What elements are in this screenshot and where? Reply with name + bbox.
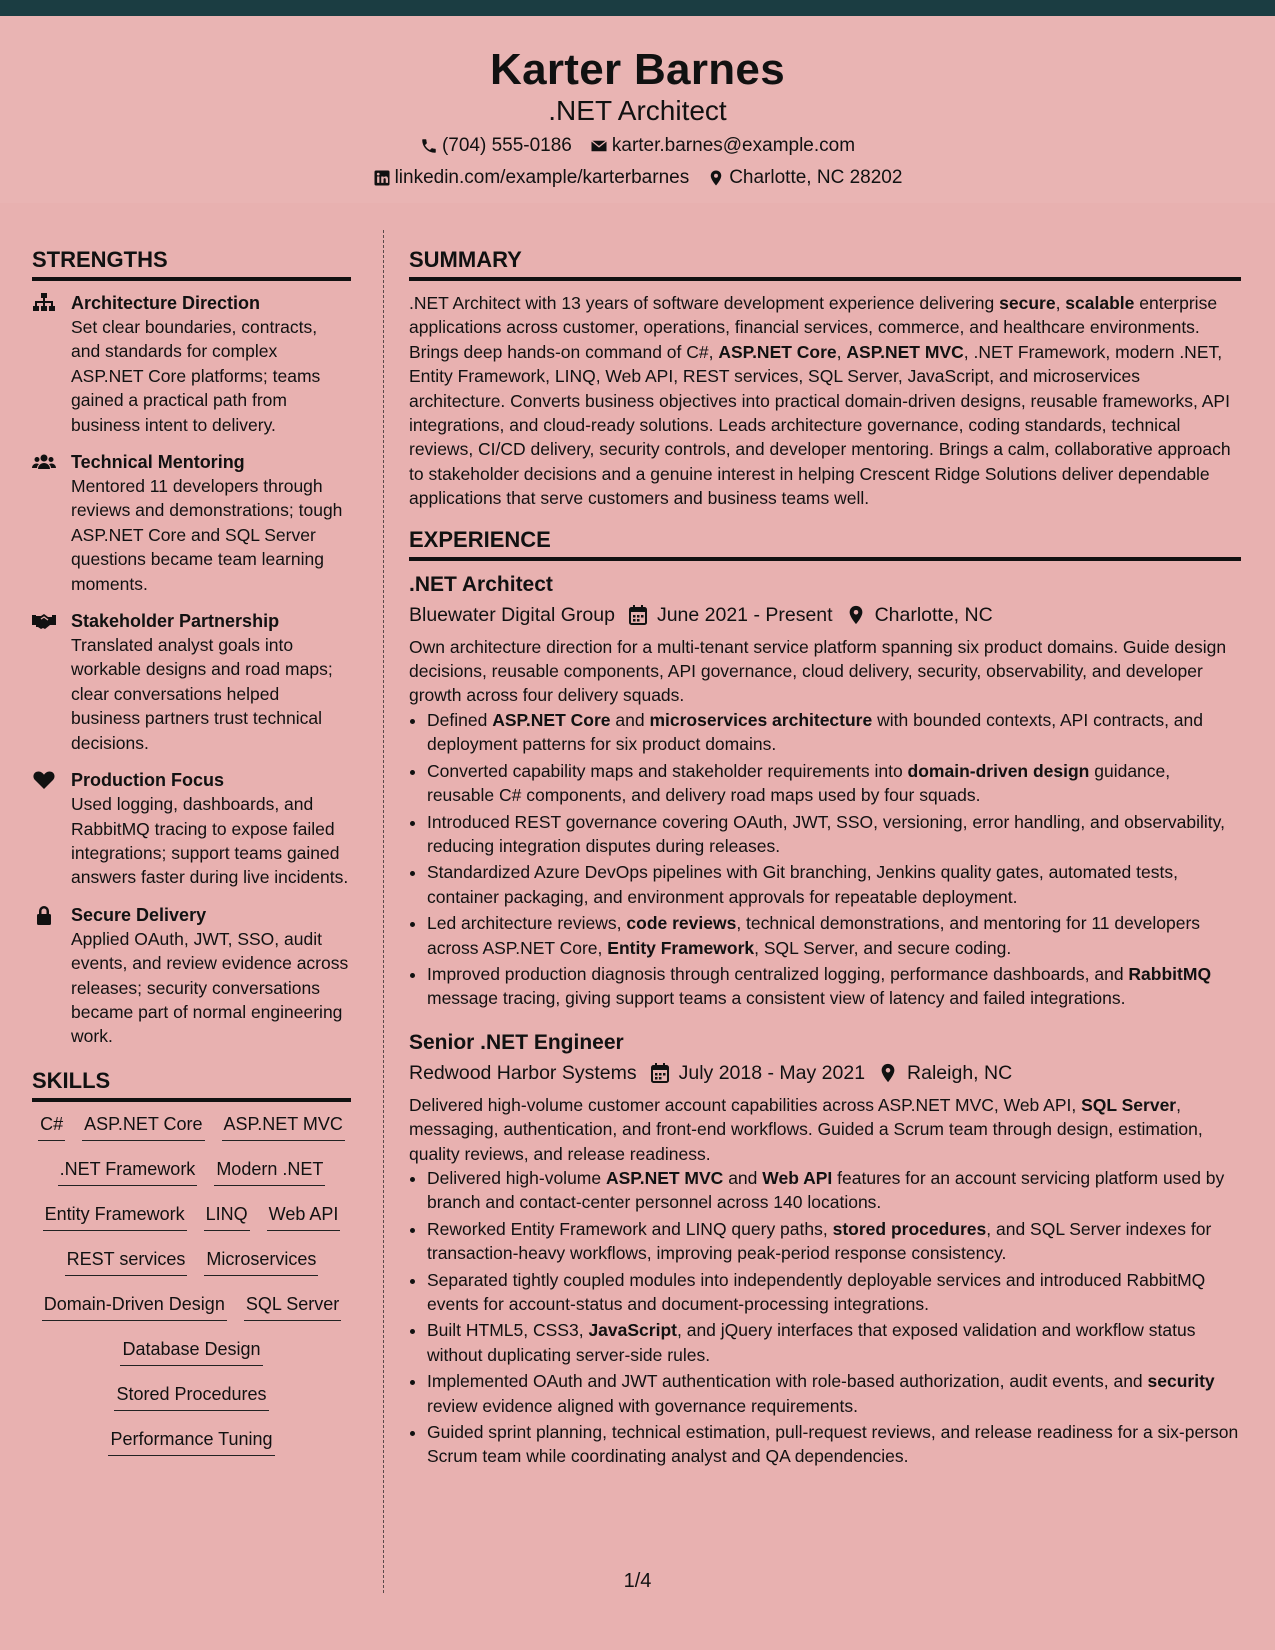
job-title: .NET Architect: [409, 572, 553, 596]
resume-header: [0, 16, 1275, 203]
linkedin-icon: [373, 169, 391, 187]
job-bullet: • Standardized Azure DevOps pipelines with Git branching, Jenkins quality gates, automated tests, container packaging, and environment approvals for repeatable deployment.: [427, 860, 1241, 909]
job-bullet: • Implemented OAuth and JWT authentication with role-based authorization, audit events, and security review evidence aligned with governance requirements.: [427, 1369, 1241, 1418]
emphasis-text: ASP.NET MVC: [605, 1167, 724, 1188]
skills-heading: SKILLS: [32, 1066, 351, 1102]
job-bullet: • Delivered high-volume ASP.NET MVC and Web API features for an account servicing platform used by branch and contact-center personnel across 140 locations.: [427, 1166, 1241, 1215]
strength-description: Applied OAuth, JWT, SSO, audit events, and review evidence across releases; security conversations became part of normal engineering work.: [71, 928, 349, 1047]
summary-text: .NET Architect with 13 years of software development experience delivering secure, scalable enterprise applications across customer, operations, financial services, commerce, and healthcare environments. Brings deep hands-on command of C#, ASP.NET Core, ASP.NET MVC, .NET Framework, modern .NET, Entity Framework, LINQ, Web API, REST services, SQL Server, JavaScript, and microservices architecture. Converts business objectives into practical domain-driven designs, reusable frameworks, API integrations, and cloud-ready solutions. Leads architecture governance, coding standards, technical reviews, CI/CD delivery, security controls, and developer mentoring. Brings a calm, collaborative approach to stakeholder decisions and a genuine interest in helping Crescent Ridge Solutions deliver dependable applications that serve customers and business teams well.: [409, 293, 1231, 509]
job-bullet: • Defined ASP.NET Core and microservices architecture with bounded contexts, API contracts, and deployment patterns for six product domains.: [427, 708, 1241, 757]
page-number: 1/4: [623, 1570, 652, 1592]
skill-tag: LINQ: [204, 1202, 250, 1231]
skills-row: [32, 1157, 351, 1202]
location-text: Charlotte, NC 28202: [729, 167, 903, 188]
email-text[interactable]: karter.barnes@example.com: [611, 135, 856, 156]
strength-item: [32, 291, 351, 437]
left-column: [32, 245, 351, 1472]
skill-tag: .NET Framework: [58, 1157, 198, 1186]
map-pin-icon: [847, 605, 865, 625]
job-company: Bluewater Digital Group: [409, 603, 615, 626]
skill-tag: Database Design: [120, 1337, 262, 1366]
emphasis-text: Web API: [762, 1167, 833, 1188]
job-meta: [409, 1059, 1241, 1087]
skill-tag: ASP.NET MVC: [222, 1112, 345, 1141]
candidate-title: .NET Architect: [548, 95, 727, 126]
emphasis-text: ASP.NET MVC: [846, 341, 964, 362]
skills-row: [32, 1337, 351, 1382]
calendar-icon: [629, 605, 647, 625]
job-dates-text: June 2021 - Present: [656, 603, 833, 626]
experience-heading: EXPERIENCE: [409, 525, 1241, 561]
skill-tag: Web API: [267, 1202, 341, 1231]
sitemap-icon: [32, 293, 56, 313]
job-title: Senior .NET Engineer: [409, 1030, 624, 1054]
emphasis-text: JavaScript: [588, 1320, 677, 1341]
job-meta: [409, 601, 1241, 629]
job-bullet: • Reworked Entity Framework and LINQ query paths, stored procedures, and SQL Server indexes for transaction-heavy workflows, improving peak-period response consistency.: [427, 1217, 1241, 1266]
skills-row: [32, 1247, 351, 1292]
map-pin-icon: [707, 169, 725, 187]
job-location-text: Raleigh, NC: [907, 1061, 1013, 1084]
envelope-icon: [590, 137, 608, 155]
lock-icon: [32, 905, 56, 925]
strength-description: Mentored 11 developers through reviews and demonstrations; tough ASP.NET Core and SQL Server questions became team learning moments.: [71, 476, 343, 594]
job-bullets: [409, 1166, 1241, 1469]
contact-row-1: [0, 134, 1275, 158]
location-contact: [707, 166, 902, 190]
emphasis-text: stored procedures: [832, 1218, 987, 1239]
job-dates: [651, 1059, 865, 1087]
job-bullet: • Introduced REST governance covering OAuth, JWT, SSO, versioning, error handling, and observability, reducing integration disputes during releases.: [427, 810, 1241, 859]
job-bullet: • Built HTML5, CSS3, JavaScript, and jQuery interfaces that exposed validation and workflow status without duplicating server-side rules.: [427, 1318, 1241, 1367]
emphasis-text: code reviews: [626, 913, 737, 934]
job-company: Redwood Harbor Systems: [409, 1061, 637, 1084]
job-entry: [409, 571, 1241, 1011]
emphasis-text: security: [1147, 1371, 1215, 1392]
skill-tag: Entity Framework: [43, 1202, 187, 1231]
job-bullet: • Improved production diagnosis through centralized logging, performance dashboards, and RabbitMQ message tracing, giving support teams a consistent view of latency and failed integrations.: [427, 962, 1241, 1011]
emphasis-text: Entity Framework: [607, 937, 755, 958]
strength-title: Secure Delivery: [71, 904, 207, 925]
strengths-heading: STRENGTHS: [32, 245, 351, 281]
linkedin-contact[interactable]: [373, 166, 690, 190]
strength-item: [32, 903, 351, 1049]
strength-description: Set clear boundaries, contracts, and standards for complex ASP.NET Core platforms; teams gained a practical path from business intent to delivery.: [71, 317, 321, 435]
skill-tag: SQL Server: [244, 1292, 341, 1321]
skills-row: [32, 1202, 351, 1247]
strength-title: Production Focus: [71, 770, 224, 791]
handshake-icon: [32, 611, 56, 631]
calendar-icon: [651, 1063, 669, 1083]
skill-tag: ASP.NET Core: [82, 1112, 204, 1141]
users-icon: [32, 452, 56, 472]
strength-item: [32, 609, 351, 755]
job-bullet: • Led architecture reviews, code reviews, technical demonstrations, and mentoring for 11 developers across ASP.NET Core, Entity Framework, SQL Server, and secure coding.: [427, 911, 1241, 960]
emphasis-text: ASP.NET Core: [492, 709, 611, 730]
emphasis-text: secure: [999, 293, 1056, 313]
skills-row: [32, 1382, 351, 1427]
job-dates: [629, 601, 833, 629]
skills-list: [32, 1112, 351, 1472]
skill-tag: C#: [38, 1112, 65, 1141]
emphasis-text: scalable: [1065, 293, 1135, 313]
skills-row: [32, 1112, 351, 1157]
job-bullets: [409, 708, 1241, 1011]
experience-list: [409, 571, 1241, 1469]
job-description: Delivered high-volume customer account capabilities across ASP.NET MVC, Web API, SQL Server, messaging, authentication, and front-end workflows. Guided a Scrum team through design, estimation, quality reviews, and release readiness.: [409, 1094, 1203, 1164]
candidate-name: Karter Barnes: [490, 45, 785, 94]
phone-icon: [420, 137, 438, 155]
strength-description: Used logging, dashboards, and RabbitMQ tracing to expose failed integrations; support teams gained answers faster during live incidents.: [71, 794, 349, 888]
strength-title: Stakeholder Partnership: [71, 611, 280, 632]
skills-row: [32, 1427, 351, 1472]
summary-heading: SUMMARY: [409, 245, 1241, 281]
skill-tag: Domain-Driven Design: [42, 1292, 227, 1321]
job-location-text: Charlotte, NC: [874, 603, 993, 626]
job-entry: [409, 1029, 1241, 1469]
job-bullet: • Converted capability maps and stakeholder requirements into domain-driven design guidance, reusable C# components, and delivery road maps used by four squads.: [427, 759, 1241, 808]
skill-tag: Performance Tuning: [108, 1427, 274, 1456]
right-column: [409, 245, 1241, 1487]
top-accent-bar: [0, 0, 1275, 16]
phone-text: (704) 555-0186: [441, 135, 572, 156]
emphasis-text: microservices architecture: [649, 709, 873, 730]
phone-contact: [420, 134, 572, 158]
job-dates-text: July 2018 - May 2021: [678, 1061, 866, 1084]
emphasis-text: domain-driven design: [907, 760, 1090, 781]
map-pin-icon: [879, 1063, 897, 1083]
job-location: [879, 1059, 1012, 1087]
skill-tag: REST services: [65, 1247, 188, 1276]
job-bullet: • Separated tightly coupled modules into independently deployable services and introduced RabbitMQ events for account-status and document-processing integrations.: [427, 1268, 1241, 1317]
skill-tag: Microservices: [204, 1247, 318, 1276]
emphasis-text: SQL Server: [1081, 1094, 1177, 1115]
strength-item: [32, 450, 351, 596]
strength-title: Technical Mentoring: [71, 452, 245, 473]
job-bullet: • Guided sprint planning, technical estimation, pull-request reviews, and release readiness for a six-person Scrum team while coordinating analyst and QA dependencies.: [427, 1420, 1241, 1469]
skills-row: [32, 1292, 351, 1337]
heart-icon: [32, 770, 56, 790]
job-location: [847, 601, 993, 629]
strength-item: [32, 768, 351, 890]
skill-tag: Stored Procedures: [114, 1382, 268, 1411]
email-contact[interactable]: [590, 134, 855, 158]
linkedin-text[interactable]: linkedin.com/example/karterbarnes: [394, 167, 690, 188]
emphasis-text: RabbitMQ: [1128, 963, 1212, 984]
contact-row-2: [0, 166, 1275, 190]
emphasis-text: ASP.NET Core: [718, 341, 837, 362]
strength-title: Architecture Direction: [71, 293, 261, 313]
column-divider: [383, 230, 384, 1593]
strength-description: Translated analyst goals into workable designs and road maps; clear conversations helped business partners trust technical decisions.: [71, 635, 333, 753]
job-description: Own architecture direction for a multi-tenant service platform spanning six product domains. Guide design decisions, reusable components, API governance, cloud delivery, security, observability, and developer growth across four delivery squads.: [409, 636, 1227, 706]
skill-tag: Modern .NET: [214, 1157, 325, 1186]
